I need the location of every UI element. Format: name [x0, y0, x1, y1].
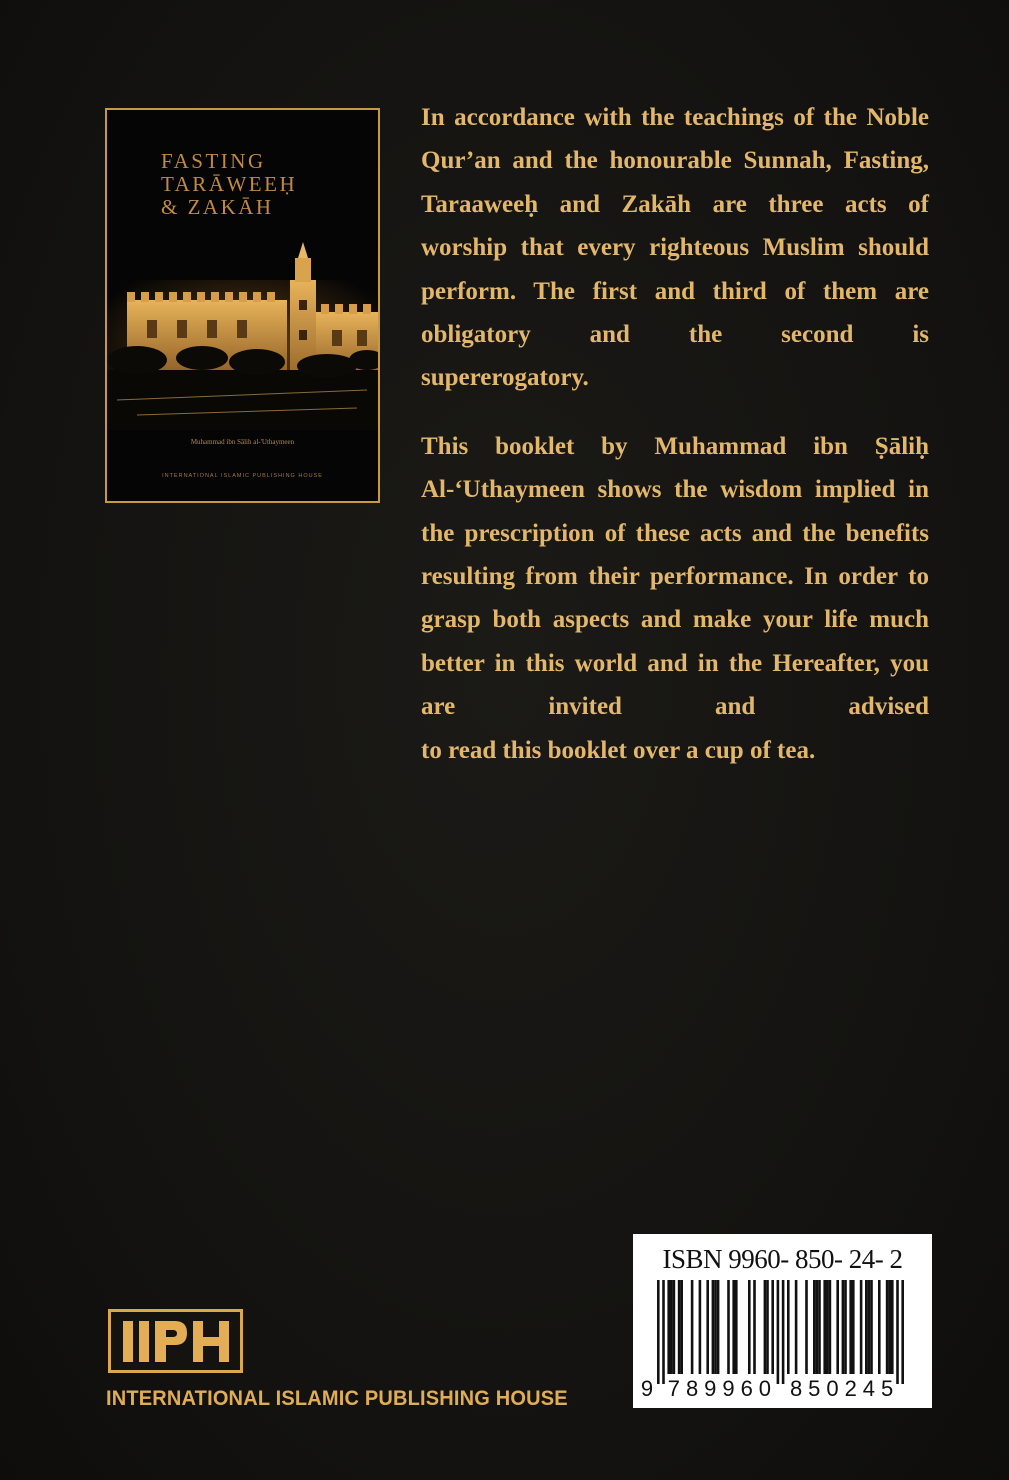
barcode-digit: 6	[740, 1376, 753, 1401]
barcode-bar	[706, 1280, 709, 1374]
barcode-digit: 0	[758, 1376, 772, 1401]
barcode-bar	[823, 1280, 826, 1374]
barcode-bar	[836, 1280, 839, 1374]
thumbnail-author: Muhammad ibn Sālih al-'Uthaymeen	[190, 438, 295, 446]
barcode-bar	[673, 1280, 676, 1374]
barcode-bar	[852, 1280, 855, 1374]
barcode-digit: 5	[808, 1376, 821, 1401]
barcode-digit: 0	[826, 1376, 839, 1401]
thumbnail-title-line-2: TARĀWEEḤ	[161, 172, 298, 196]
barcode-bar	[868, 1280, 871, 1374]
barcode-bar	[662, 1280, 665, 1384]
barcode-bar	[712, 1280, 715, 1374]
barcode-digit: 8	[789, 1376, 803, 1401]
iiph-logo	[108, 1309, 243, 1373]
barcode-bar	[795, 1280, 798, 1374]
barcode-digit: 2	[844, 1376, 857, 1401]
barcode-bar	[826, 1280, 829, 1374]
barcode-bar	[816, 1280, 819, 1374]
thumbnail-publisher: INTERNATIONAL ISLAMIC PUBLISHING HOUSE	[162, 473, 323, 479]
isbn-barcode	[633, 1234, 932, 1408]
blurb-paragraph-2-last-line: to read this booklet over a cup of tea.	[421, 736, 816, 764]
barcode-digit: 5	[880, 1376, 894, 1401]
barcode-bar	[813, 1280, 816, 1374]
barcode-bar	[849, 1280, 852, 1374]
blurb-paragraph-2-body: This booklet by Muhammad ibn Ṣāliḥ Al-‘Uthaymeen shows the wisdom implied in the prescription of these acts and the benefits resulting from their performance. In order to grasp both aspects and make your life much better in this world and in the Hereafter, you are invited and advised	[421, 432, 929, 721]
barcode-bar	[771, 1280, 774, 1374]
front-cover-thumbnail	[105, 108, 380, 503]
barcode-bar	[829, 1280, 832, 1374]
barcode-bar	[764, 1280, 767, 1374]
barcode-bar	[699, 1280, 702, 1374]
barcode-bar	[667, 1280, 670, 1374]
barcode-bars	[633, 1234, 932, 1408]
barcode-bar	[878, 1280, 881, 1374]
thumbnail-title-line-1: FASTING	[161, 149, 266, 173]
barcode-bar	[678, 1280, 681, 1374]
barcode-bar	[870, 1280, 873, 1374]
mosque-night-photo	[107, 240, 378, 430]
barcode-bar	[891, 1280, 894, 1374]
barcode-bar	[753, 1280, 756, 1374]
blurb-paragraph-2	[421, 425, 929, 772]
barcode-bar	[901, 1280, 904, 1384]
barcode-digit: 9	[722, 1376, 735, 1401]
barcode-bar	[888, 1280, 891, 1374]
barcode-bar	[680, 1280, 683, 1374]
barcode-bar	[896, 1280, 899, 1384]
barcode-bar	[777, 1280, 780, 1384]
barcode-bar	[691, 1280, 694, 1374]
barcode-digit: 9	[704, 1376, 717, 1401]
blurb-paragraph-1	[421, 96, 929, 400]
barcode-bar	[860, 1280, 863, 1374]
thumbnail-title	[161, 150, 297, 219]
barcode-bar	[782, 1280, 785, 1384]
barcode-bar	[748, 1280, 751, 1374]
barcode-bar	[670, 1280, 673, 1374]
barcode-bar	[714, 1280, 717, 1374]
barcode-digit: 8	[685, 1376, 699, 1401]
barcode-bar	[717, 1280, 720, 1374]
barcode-bar	[657, 1280, 660, 1384]
back-cover-blurb	[421, 96, 929, 797]
barcode-bar	[805, 1280, 808, 1374]
publisher-name: INTERNATIONAL ISLAMIC PUBLISHING HOUSE	[106, 1386, 568, 1410]
barcode-bar	[844, 1280, 847, 1374]
barcode-digit: 9	[640, 1376, 654, 1401]
barcode-bar	[732, 1280, 735, 1374]
barcode-bar	[727, 1280, 730, 1374]
barcode-digit: 7	[667, 1376, 681, 1401]
barcode-bar	[787, 1280, 790, 1374]
blurb-paragraph-1-last-line: supererogatory.	[421, 364, 589, 392]
barcode-bar	[766, 1280, 769, 1374]
barcode-bar	[735, 1280, 738, 1374]
barcode-bar	[818, 1280, 821, 1374]
blurb-paragraph-1-body: In accordance with the teachings of the Noble Qur’an and the honourable Sunnah, Fasting, Taraaweeḥ and Zakāh are three acts of worship that every righteous Muslim should perform. The first and third of them are obligatory and the second is	[421, 104, 929, 349]
barcode-bar	[842, 1280, 845, 1374]
isbn-label: ISBN 9960- 850- 24- 2	[662, 1244, 903, 1274]
barcode-digit: 4	[862, 1376, 876, 1401]
thumbnail-title-line-3: & ZAKĀH	[161, 195, 274, 219]
barcode-bar	[886, 1280, 889, 1374]
barcode-bar	[865, 1280, 868, 1374]
